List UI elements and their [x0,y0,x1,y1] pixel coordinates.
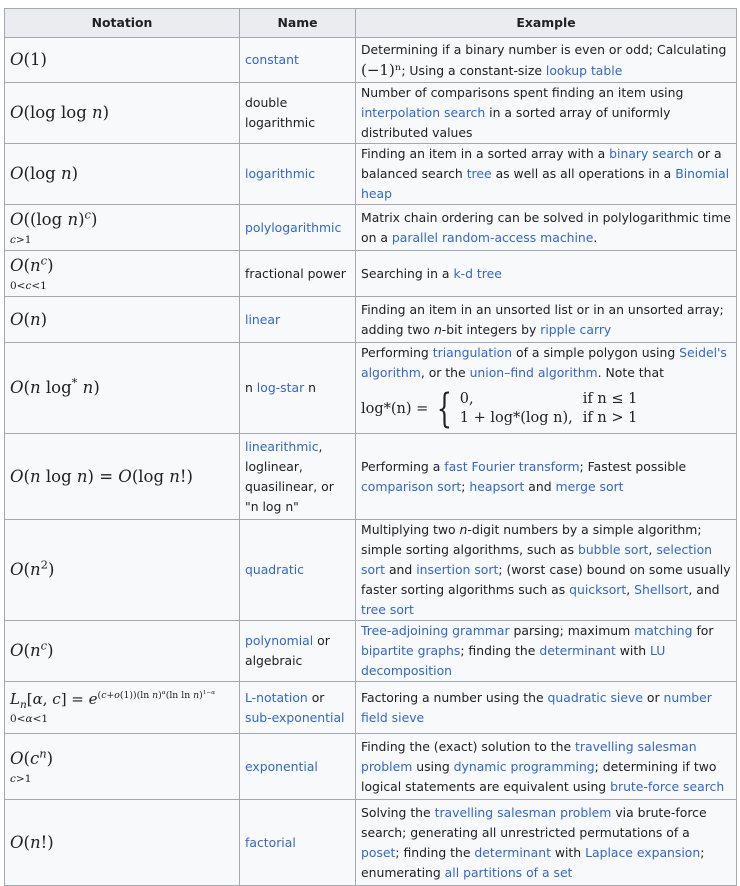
wiki-link[interactable]: comparison sort [361,478,462,494]
wiki-link[interactable]: polylogarithmic [245,219,342,235]
table-row [5,205,737,251]
wiki-link[interactable]: heapsort [469,478,525,494]
text-run: ; finding the [460,643,540,658]
wiki-link[interactable]: sub-exponential [245,709,345,725]
text-run: ; Fastest possible [579,458,687,474]
name-cell [240,734,356,800]
notation-formula: O((log n)$^c$) [10,207,98,229]
wiki-link[interactable]: log-star [256,380,305,395]
notation-cell [5,621,240,682]
text-run: or a balanced search [361,146,722,181]
notation-formula: O(log n) [10,164,79,183]
text-run: n [433,321,442,337]
header-name: Name [240,9,356,38]
text-run: double logarithmic [245,95,316,130]
wiki-link[interactable]: k-d tree [453,265,502,281]
text-run: with [615,643,651,658]
notation-cell [5,251,240,297]
wiki-link[interactable]: union–find algorithm [469,365,598,380]
formula-lhs: log*(n) = [361,400,429,417]
example-cell [356,297,737,343]
wiki-link[interactable]: matching [634,623,693,638]
formula-case2-value: 1 + log*(log n), [459,410,573,426]
wiki-link[interactable]: quadratic sieve [547,689,643,705]
text-run: as well as all operations in a [491,166,676,181]
wiki-link[interactable]: determinant [539,643,616,658]
notation-formula: O(n) [10,309,48,329]
text-run: of a simple polygon using [512,345,680,360]
example-cell [356,38,737,83]
notation-condition: c>1 [10,233,32,246]
wiki-link[interactable]: travelling salesman problem [361,738,697,774]
table-row [5,621,737,682]
table-row [5,297,737,343]
example-cell [356,251,737,297]
table-row [5,434,737,520]
notation-cell [5,205,240,251]
name-cell [240,205,356,251]
example-cell [356,800,737,886]
text-run: and [524,478,556,494]
text-run: or [307,689,325,705]
example-cell [356,434,737,520]
table-row [5,734,737,800]
text-run: Number of comparisons spent finding an item using [361,85,684,100]
wiki-link[interactable]: constant [245,52,299,67]
table-row [5,251,737,297]
formula-case1-cond: if n ≤ 1 [582,391,638,407]
table-row [5,38,737,83]
wiki-link[interactable]: insertion sort [416,562,499,577]
header-example: Example [356,9,737,38]
wiki-link[interactable]: Shellsort [634,582,689,597]
name-cell [240,297,356,343]
notation-cell [5,297,240,343]
example-cell [356,83,737,144]
name-cell [240,520,356,621]
text-run: Performing a [361,458,445,474]
text-run: parsing; maximum [509,623,635,638]
notation-formula: O(n log* n) [10,375,100,397]
wiki-link[interactable]: fast Fourier transform [444,458,580,474]
text-run: Multiplying two [361,522,460,537]
table-row [5,520,737,621]
text-run: , or the [420,365,470,380]
name-cell [240,343,356,434]
formula-brace: { [437,386,453,432]
wiki-link[interactable]: poset [361,844,396,860]
text-run: n [304,380,316,395]
wiki-link[interactable]: all partitions of a set [444,864,573,880]
wiki-link[interactable]: interpolation search [361,105,486,120]
notation-formula: O(n!) [10,832,54,852]
wiki-link[interactable]: polynomial [245,633,314,648]
wiki-link[interactable]: triangulation [432,345,513,360]
wiki-link[interactable]: bubble sort [577,542,649,557]
text-run: for [692,623,714,638]
text-run: Searching in a [361,265,454,281]
wiki-link[interactable]: Laplace expansion [585,844,701,860]
notation-cell [5,520,240,621]
text-run: with [550,844,586,860]
notation-condition: 0<c<1 [10,279,47,292]
notation-cell [5,434,240,520]
notation-formula: $O(c^n)$ [10,746,54,768]
text-run: , and [688,582,720,597]
name-cell [240,800,356,886]
formula-case2-cond: if n > 1 [582,410,638,426]
text-run: or algebraic [245,633,330,668]
wiki-link[interactable]: logarithmic [245,166,316,181]
wiki-link[interactable]: number field sieve [361,689,712,725]
text-run: Finding an item in a sorted array with a [361,146,610,161]
wiki-link[interactable]: Binomial heap [361,166,730,201]
example-cell [356,144,737,205]
name-cell [240,144,356,205]
example-text [361,345,727,380]
notation-formula: O(1) [10,50,47,69]
wiki-link[interactable]: Seidel's algorithm [361,345,727,380]
wiki-link[interactable]: lookup table [545,62,623,78]
example-cell [356,682,737,734]
text-run: -bit integers by [441,321,541,337]
formula-cases [460,389,648,429]
example-cell [356,520,737,621]
table-row [5,343,737,434]
notation-cell [5,734,240,800]
name-cell [240,83,356,144]
notation-formula: $L_n[\alpha$, $c] = e^{(c+o(1))(ln n)^\alpha(ln ln n)^{1-\alpha}}$ [10,689,216,711]
notation-cell [5,83,240,144]
wiki-link[interactable]: linearithmic [245,438,319,454]
name-cell [240,251,356,297]
wiki-link[interactable]: LU decomposition [361,643,666,678]
table-row [5,682,737,734]
notation-formula: $O(n^c)$ [10,253,54,275]
wiki-link[interactable]: selection sort [361,542,713,577]
text-run: n [245,380,257,395]
text-run: Determining if a binary number is even or odd; Calculating [361,41,727,57]
text-run: , loglinear, quasilinear, or "n log n" [245,438,334,514]
text-run: . [593,229,598,245]
notation-formula: O(n log n) = O(log n!) [10,466,193,486]
notation-condition: c>1 [10,772,32,785]
inline-math: (−1)ⁿ [361,60,402,79]
wiki-link[interactable]: linear [245,311,281,327]
wiki-link[interactable]: L-notation [245,689,308,705]
text-run: Finding the (exact) solution to the [361,738,576,754]
notation-formula: $O(n^2)$ [10,557,55,579]
wiki-link[interactable]: tree [466,166,492,181]
text-run: , [648,542,657,557]
example-cell [356,621,737,682]
text-run: fractional power [245,265,346,281]
text-run: Matrix chain ordering can be solved in polylogarithmic time on a [361,209,731,245]
text-run: Performing [361,345,433,360]
text-run: ; enumerating [361,844,705,880]
example-cell [356,205,737,251]
text-run: using [412,758,454,774]
wiki-link[interactable]: quadratic [245,562,304,577]
complexity-table [4,8,737,886]
notation-cell [5,343,240,434]
formula-case1-value: 0, [459,391,474,407]
wiki-link[interactable]: quicksort [569,582,627,597]
text-run: -digit numbers by a simple algorithm; simple sorting algorithms, such as [361,522,702,557]
notation-cell [5,682,240,734]
text-run: ; (worst case) bound on some usually faster sorting algorithms such as [361,562,731,597]
wiki-link[interactable]: parallel random-access machine [391,229,594,245]
name-cell [240,38,356,83]
table-row [5,144,737,205]
wiki-link[interactable]: bipartite graphs [361,643,461,658]
notation-condition: 0<α<1 [10,713,49,725]
notation-cell [5,38,240,83]
text-run: ; finding the [395,844,475,860]
text-run: ; determining if two logical statements are equivalent using [361,758,717,794]
name-cell [240,434,356,520]
text-run: Finding an item in an unsorted list or in an unsorted array; adding two [361,301,724,337]
text-run: in a sorted array of uniformly distributed values [361,105,671,140]
wiki-link[interactable]: travelling salesman problem [434,804,612,820]
wiki-link[interactable]: factorial [245,834,296,850]
text-run: via brute-force search; generating all unrestricted permutations of a [361,804,707,840]
wiki-link[interactable]: ripple carry [540,321,612,337]
notation-cell [5,800,240,886]
header-row [5,9,737,38]
log-star-formula [361,386,647,432]
notation-formula: $O(n^c)$ [10,638,54,660]
text-run: and [385,562,417,577]
text-run: , [626,582,635,597]
notation-formula: O(log log n) [10,103,110,122]
text-run: n [459,522,468,537]
table-row [5,800,737,886]
text-run: Factoring a number using the [361,689,548,705]
text-run: . Note that [597,365,664,380]
notation-cell [5,144,240,205]
wiki-link[interactable]: tree sort [361,602,414,617]
name-cell [240,621,356,682]
wiki-link[interactable]: exponential [245,758,318,774]
wiki-link[interactable]: binary search [609,146,694,161]
text-run: Solving the [361,804,435,820]
example-cell [356,734,737,800]
text-run: ; [461,478,470,494]
example-cell [356,343,737,434]
name-cell [240,682,356,734]
text-run: or [642,689,664,705]
table-row [5,83,737,144]
text-run: ; Using a constant-size [401,62,546,78]
wiki-link[interactable]: dynamic programming [453,758,595,774]
header-notation: Notation [5,9,240,38]
wiki-link[interactable]: Tree-adjoining grammar [361,623,510,638]
wiki-link[interactable]: merge sort [555,478,624,494]
wiki-link[interactable]: determinant [474,844,551,860]
wiki-link[interactable]: brute-force search [610,778,725,794]
